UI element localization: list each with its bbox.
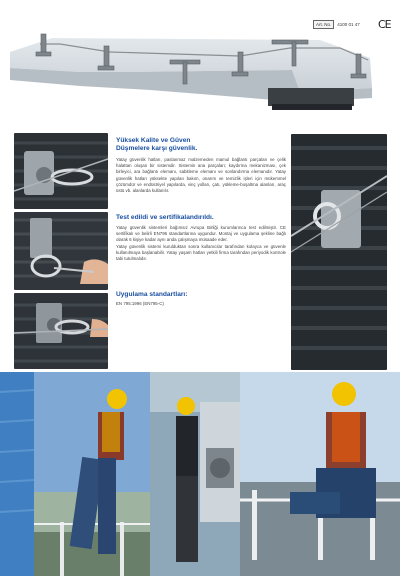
photo-cable-attach bbox=[14, 293, 108, 369]
ce-mark: CE bbox=[378, 18, 391, 31]
photo-wall-anchor-graphic bbox=[291, 134, 387, 370]
photo-workers-collage bbox=[0, 372, 400, 576]
section-standards-body: EN 795:1996 (EN795-C) bbox=[116, 301, 164, 306]
photo-wall-anchor bbox=[291, 134, 387, 370]
section-certified-body-2: Yatay güvenlik sistemi kurulduktan sonra kullanıcılar tarafından kolayca ve güvenle kullanılmaya başlanabilir. Yatay yaşam hatları yetkili firma tarafından periyodik kontrole tabi tutulmalıdır. bbox=[116, 243, 286, 262]
section-quality-title-1: Yüksek Kalite ve Güven bbox=[116, 137, 191, 144]
article-number-tag bbox=[313, 20, 363, 29]
article-number-label: Art. No. bbox=[313, 20, 334, 29]
section-standards bbox=[116, 291, 286, 307]
photo-hand-carabiner-graphic bbox=[14, 212, 108, 290]
article-number-value: 4100 01 47 bbox=[337, 22, 360, 27]
photo-carabiner-post-graphic bbox=[14, 133, 108, 209]
section-quality-body: Yatay güvenlik hatları, paslanmaz malzemeden mamul bağlantı parçaları ve çelik halattan oluşan bir sistemdir. Sistemin ana parçaları; kaydırma mekanizması, çek birleyici, ara bağlantı elemanı, sabitleme elemanı ve sonlandırma elemanıdır. Yatay güvenlik hatları yüksekte yapılan bakım, onarım ve temizlik işleri için mükemmel çözümdür ve endüstriyel yapılarda, vinç yolları, çatı, yükleme-boşaltma alanları, araç üstü vb. alanlarda kullanılır. bbox=[116, 157, 286, 194]
section-quality bbox=[116, 137, 286, 194]
section-certified-title: Test edildi ve sertifikalandırıldı. bbox=[116, 214, 214, 221]
section-standards-title: Uygulama standartları: bbox=[116, 291, 188, 298]
photo-hand-carabiner bbox=[14, 212, 108, 290]
photo-carabiner-post bbox=[14, 133, 108, 209]
section-certified bbox=[116, 214, 286, 262]
photo-cable-attach-graphic bbox=[14, 293, 108, 369]
section-quality-title-2: Düşmelere karşı güvenlik. bbox=[116, 145, 198, 152]
section-certified-body-1: Yatay güvenlik sistemleri bağımsız Avrupa Birliği kurumlarınca test edilmiştir. CE sertifikalı ve belirli EN795 standartlarına uygundur. Montaj ve uygulama şekline bağlı olarak 6 kişiye kadar aynı anda çalışmaya müsaade eder. bbox=[116, 225, 286, 243]
